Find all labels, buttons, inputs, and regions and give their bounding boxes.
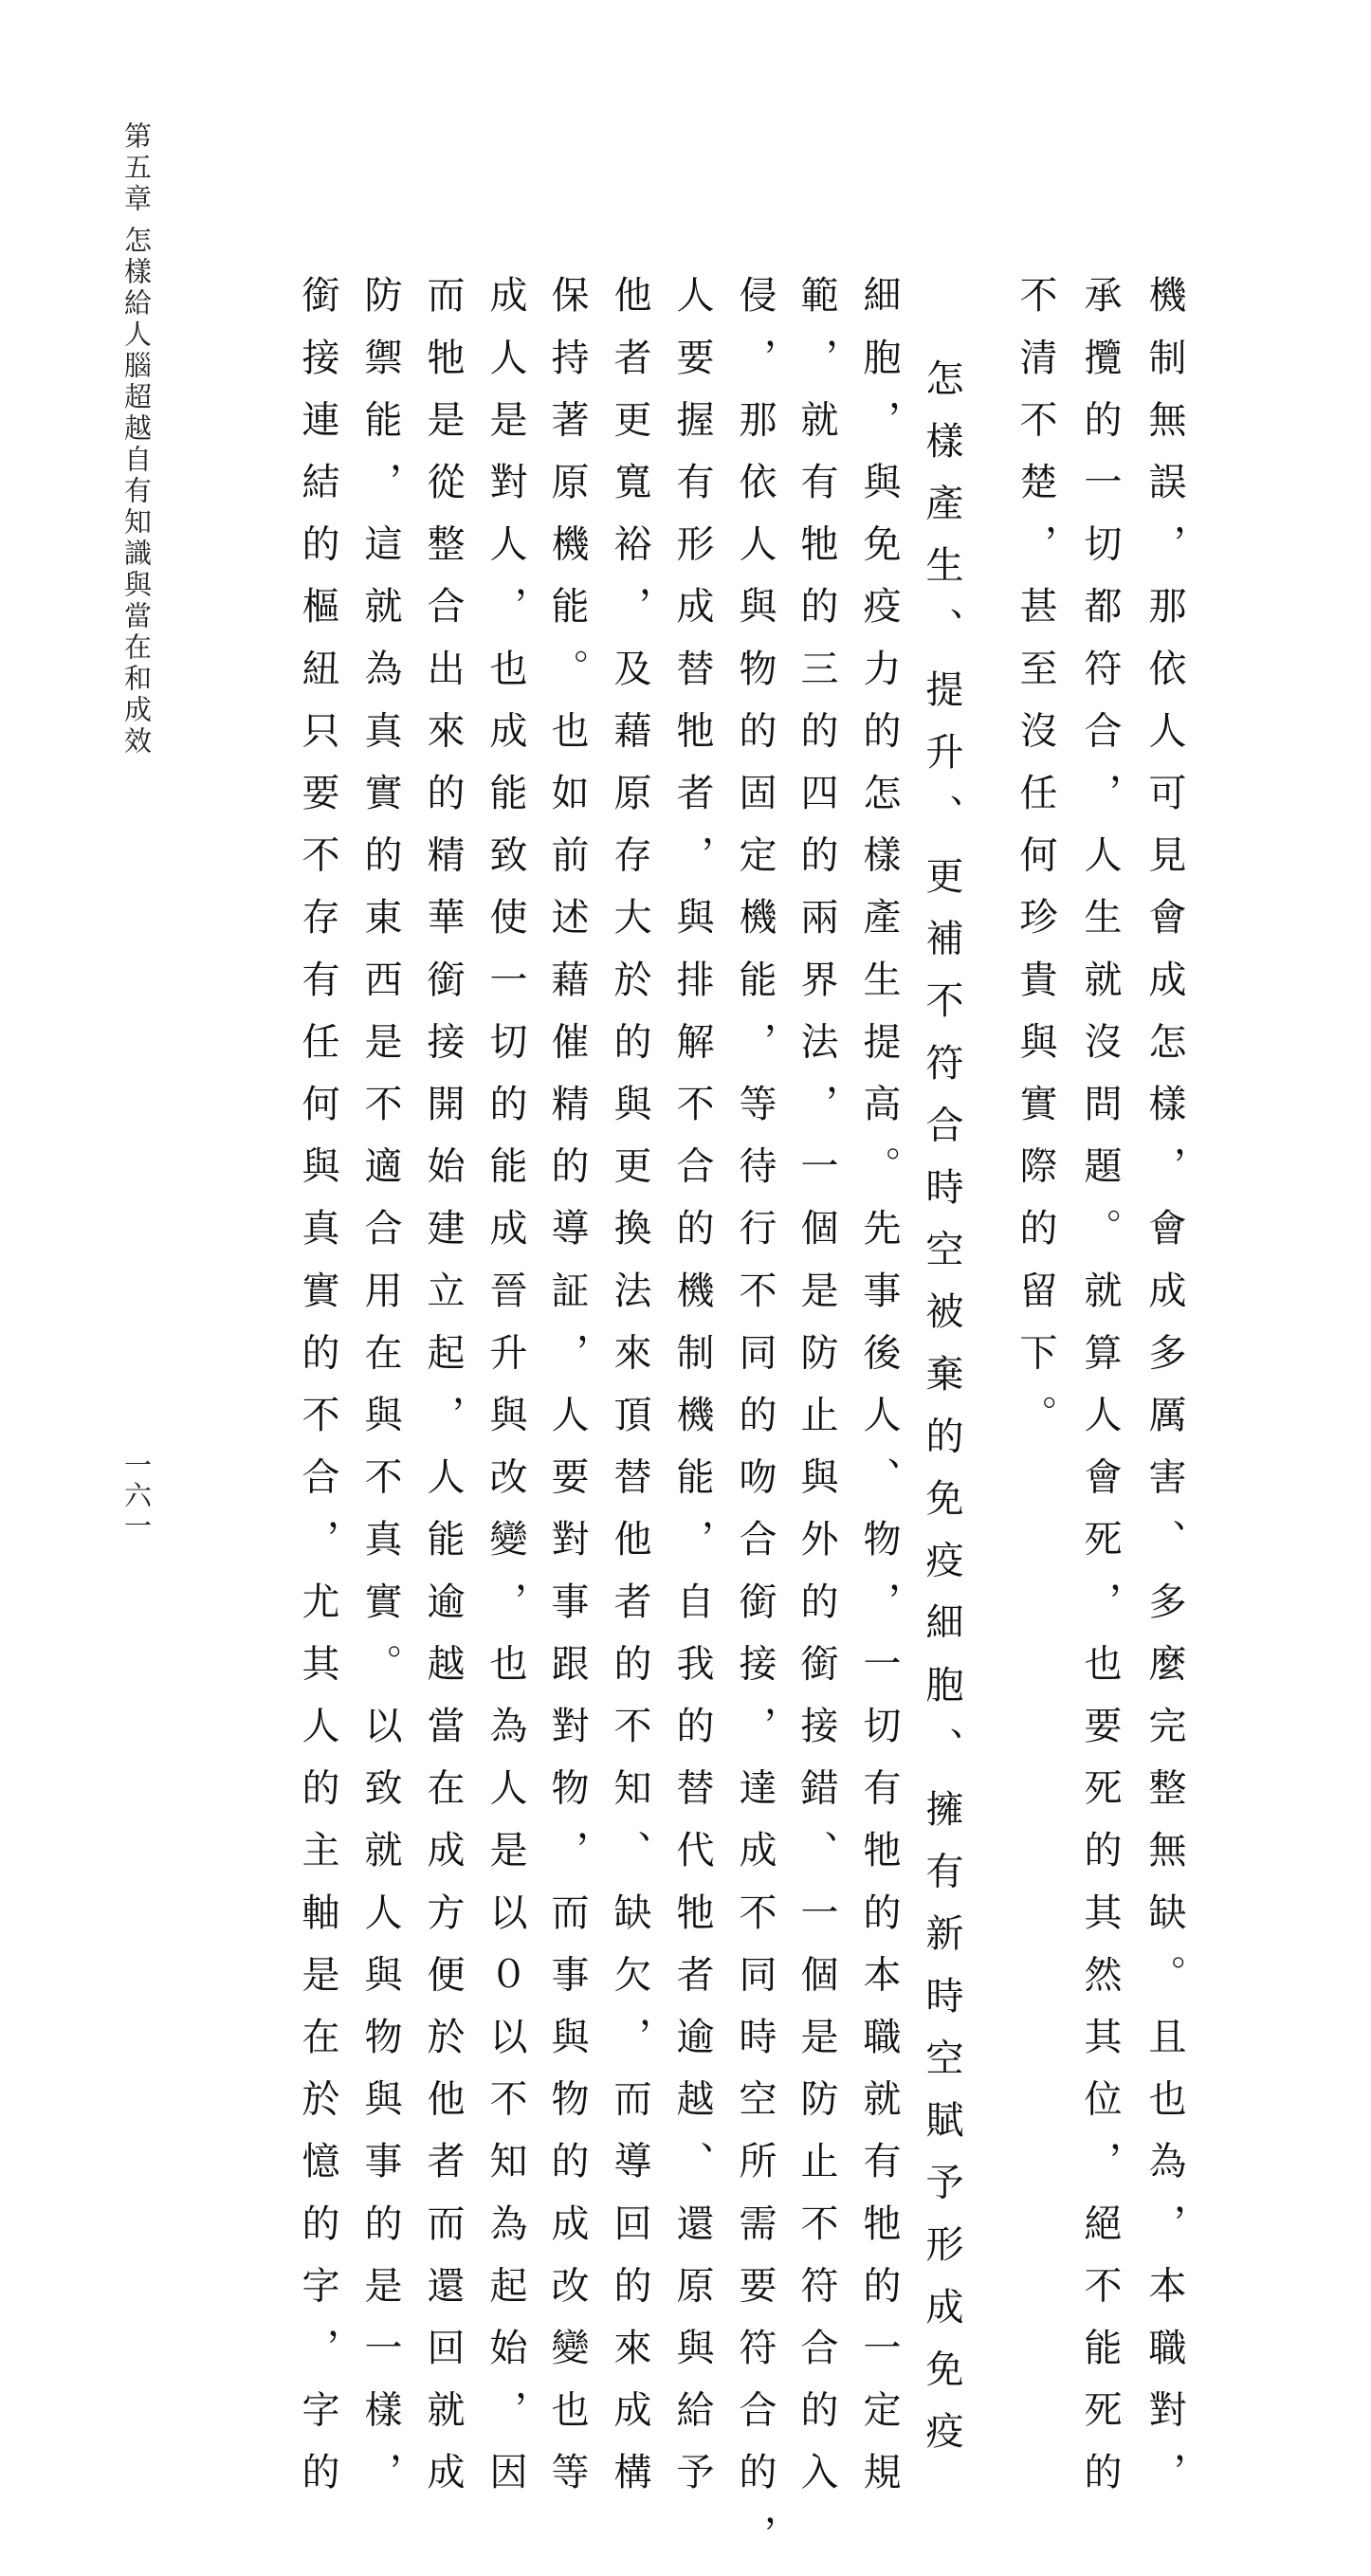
text-column: 他者更寬裕，及藉原存大於的與更換法來頂替他者的不知、缺欠，而導回的來成構 bbox=[608, 275, 651, 2514]
running-header-chapter: 第五章 bbox=[120, 121, 153, 215]
text-column: 不清不楚，甚至沒任何珍貴與實際的留下。 bbox=[1014, 275, 1057, 1457]
text-column: 而牠是從整合出來的精華銜接開始建立起，人能逾越當在成方便於他者而還回就成 bbox=[421, 275, 465, 2514]
text-column: 保持著原機能。也如前述藉催精的導証，人要對事跟對物，而事與物的成改變也等 bbox=[545, 275, 589, 2514]
text-column: 銜接連結的樞紐只要不存有任何與真實的不合，尤其人的主軸是在於憶的字，字的 bbox=[296, 275, 339, 2514]
text-column: 侵，那依人與物的固定機能，等待行不同的吻合銜接，達成不同時空所需要符合的， bbox=[733, 275, 777, 2576]
text-column: 機制無誤，那依人可見會成怎樣，會成多厲害、多麼完整無缺。且也為，本職對， bbox=[1142, 275, 1186, 2514]
text-column: 防禦能，這就為真實的東西是不適合用在與不真實。以致就人與物與事的是一樣， bbox=[358, 275, 402, 2514]
text-column: 細胞，與免疫力的怎樣產生提高。先事後人、物，一切有牠的本職就有牠的一定規 bbox=[857, 275, 901, 2514]
text-column: 成人是對人，也成能致使一切的能成晉升與改變，也為人是以０以不知為起始，因 bbox=[484, 275, 527, 2514]
running-header-title: 怎樣給人腦超越自有知識與當在和成效 bbox=[120, 226, 153, 758]
text-column: 怎樣產生、提升、更補不符合時空被棄的免疫細胞、擁有新時空賦予形成免疫 bbox=[920, 358, 963, 2474]
text-column: 範，就有牠的三的四的兩界法，一個是防止與外的銜接錯、一個是防止不符合的入 bbox=[795, 275, 838, 2514]
page-number: 一六一 bbox=[120, 1451, 153, 1542]
text-column: 承攬的一切都符合，人生就沒問題。就算人會死，也要死的其然其位，絕不能死的 bbox=[1078, 275, 1122, 2514]
text-column: 人要握有形成替牠者，與排解不合的機制機能，自我的替代牠者逾越、還原與給予 bbox=[670, 275, 714, 2514]
